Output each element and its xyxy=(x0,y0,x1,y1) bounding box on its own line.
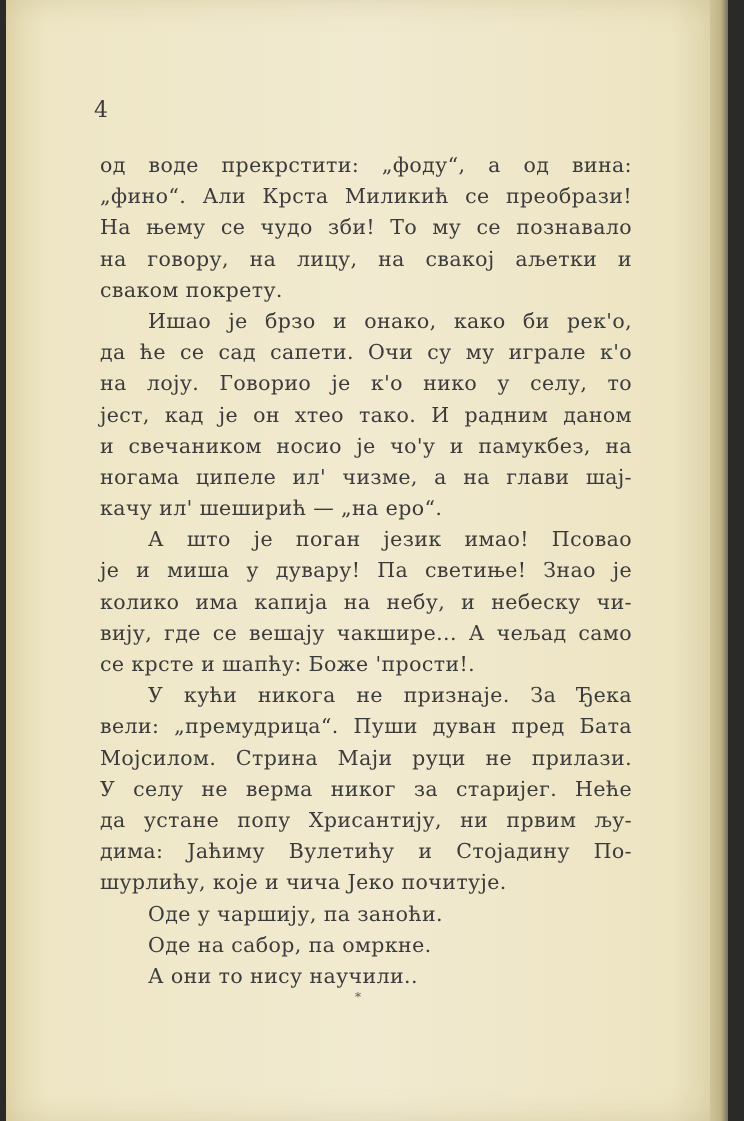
text-line: шурлићу, које и чича Јеко почитује. xyxy=(100,870,507,895)
text-line: сваком покрету. xyxy=(100,277,283,302)
text-line: дима: Јаћиму Вулетићу и Стојадину По- xyxy=(100,839,632,864)
text-line: Мојсилом. Стрина Маји руци не прилази. xyxy=(100,745,632,770)
text-line: јест, кад је он хтео тако. И радним даном xyxy=(100,402,632,427)
text-line: Оде на сабор, па омркне. xyxy=(148,932,432,957)
text-line: вели: „премудрица“. Пуши дуван пред Бата xyxy=(100,714,632,739)
text-line: је и миша у дувару! Па светиње! Знао је xyxy=(100,558,632,583)
text-line: А што је поган језик имао! Псовао xyxy=(148,527,632,552)
text-line: и свечаником носио је чо'у и памукбез, на xyxy=(100,433,632,458)
body-text xyxy=(100,150,632,992)
text-line: вију, где се вешају чакшире... А чељад само xyxy=(100,620,632,645)
text-line: на лоју. Говорио је к'о нико у селу, то xyxy=(100,371,632,396)
text-line: се крсте и шапћу: Боже 'прости!. xyxy=(100,652,476,676)
text-line: од воде прекрстити: „фоду“, а од вина: xyxy=(100,153,632,177)
text-line: ногама ципеле ил' чизме, а на глави шај- xyxy=(100,464,632,489)
text-line: У селу не верма никог за старијег. Неће xyxy=(100,776,632,801)
text-line: Ишао је брзо и онако, како би рек'о, xyxy=(148,308,632,333)
end-ornament: * xyxy=(355,990,361,1004)
text-line: колико има капија на небу, и небеску чи- xyxy=(100,589,632,614)
text-line: У кући никога не признаје. За Ђека xyxy=(148,683,632,708)
page-number: 4 xyxy=(94,98,108,123)
text-line: На њему се чудо зби! То му се познавало xyxy=(100,215,632,240)
text-line: „фино“. Али Крста Миликић се преобрази! xyxy=(100,184,632,209)
text-line: да устане попу Хрисантију, ни првим љу- xyxy=(100,807,632,832)
text-line: да ће се сад сапети. Очи су му играле к'о xyxy=(100,340,632,365)
text-line: Оде у чаршију, па заноћи. xyxy=(148,901,443,926)
text-line: А они то нису научили.. xyxy=(148,963,418,988)
text-line: на говору, на лицу, на свакој аљетки и xyxy=(100,246,632,271)
text-line: качу ил' шеширић — „на еро“. xyxy=(100,496,443,521)
page-edge xyxy=(710,0,728,1121)
